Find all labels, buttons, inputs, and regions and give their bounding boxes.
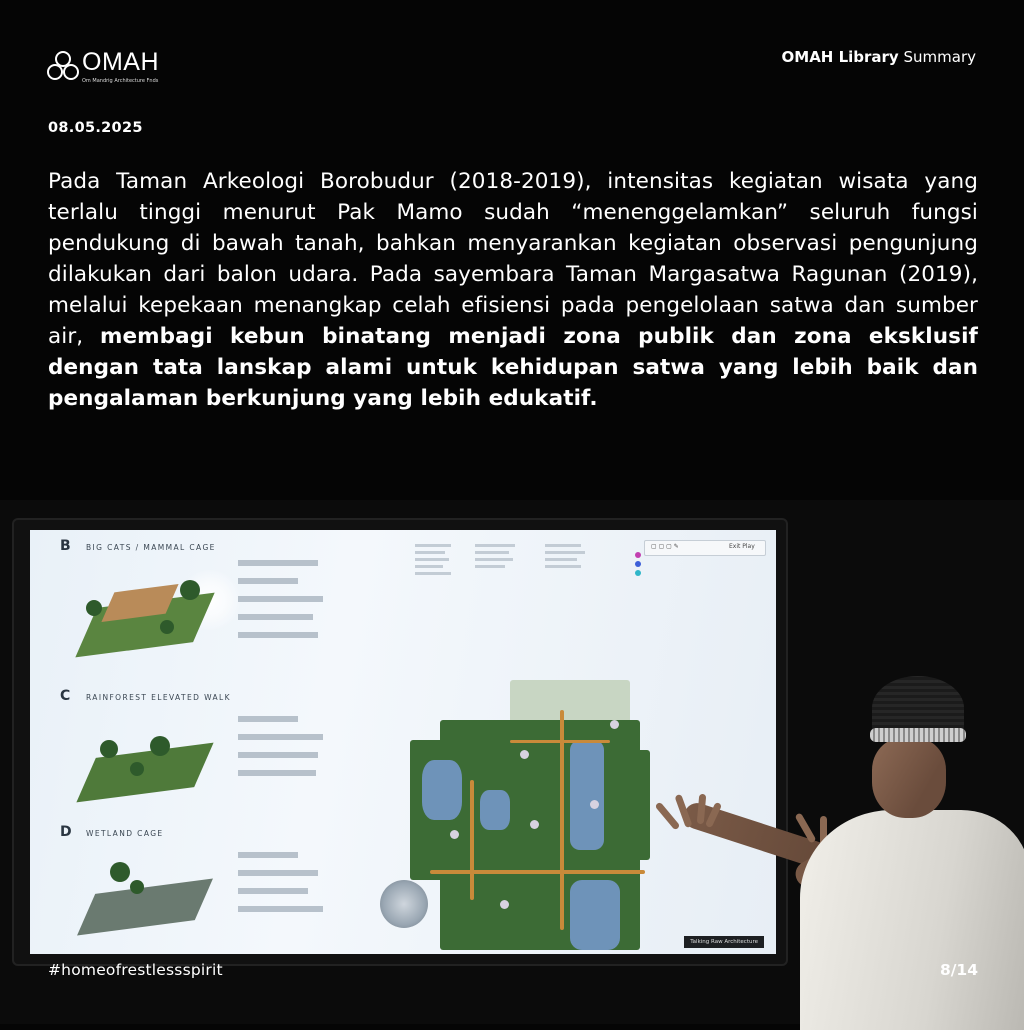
section-b-title: BIG CATS / MAMMAL CAGE [86,543,216,552]
series-bold: OMAH Library [781,48,899,66]
body-bold: membagi kebun binatang menjadi zona publik dan zona eksklusif dengan tata lanskap alami untuk kehidupan satwa yang lebih baik dan pengalaman berkunjung yang lebih edukatif. [48,324,979,411]
wetland-cage-model [70,850,220,940]
section-d-letter: D [60,824,72,840]
section-b-notes [238,560,348,638]
section-c-title: RAINFOREST ELEVATED WALK [86,693,231,702]
map-legend-3 [545,544,585,572]
body-paragraph [48,166,978,414]
series-label [782,48,976,66]
section-d-title: WETLAND CAGE [86,829,164,838]
map-legend-1 [415,544,451,579]
map-legend-colors [635,552,641,576]
exit-play-button[interactable]: Exit Play [729,543,755,550]
rainforest-walk-model [70,720,220,810]
brand-tagline: Om Mandrig Architecture Fnds [82,78,159,84]
post-date: 08.05.2025 [48,120,143,136]
section-c-notes [238,716,348,776]
body-regular: Pada Taman Arkeologi Borobudur (2018-2019), intensitas kegiatan wisata yang terlalu tinggi menurut Pak Mamo sudah “menenggelamkan” seluruh fungsi pendukung di bawah tanah, bahkan menyarankan kegiatan observasi pengunjung dilakukan dari balon udara. Pada sayembara Taman Margasatwa Ragunan (2019), melalui kepekaan menangkap celah efisiensi pada pengelolaan satwa dan sumber air, [48,169,978,349]
map-legend-2 [475,544,515,572]
central-plaza [380,880,428,928]
triple-circle-logo-icon [46,50,80,84]
section-c-letter: C [60,688,71,704]
slide-caption: Talking Raw Architecture [684,936,764,948]
page-indicator: 8/14 [939,961,978,979]
viewer-toolbar[interactable] [644,540,766,556]
section-b-letter: B [60,538,71,554]
beanie-band [870,728,966,742]
series-rest: Summary [903,48,976,66]
hashtag: #homeofrestlessspirit [48,961,223,979]
presenter-shirt [800,810,1024,1030]
presenter-face [872,738,946,818]
brand-name: OMAH [82,48,159,76]
big-cats-cage-model [70,570,220,670]
section-d-notes [238,852,348,912]
toolbar-tools-icon[interactable]: ▢ ▢ ▢ ✎ [651,543,679,550]
omah-logo [46,46,186,94]
zoo-master-plan [410,680,670,950]
